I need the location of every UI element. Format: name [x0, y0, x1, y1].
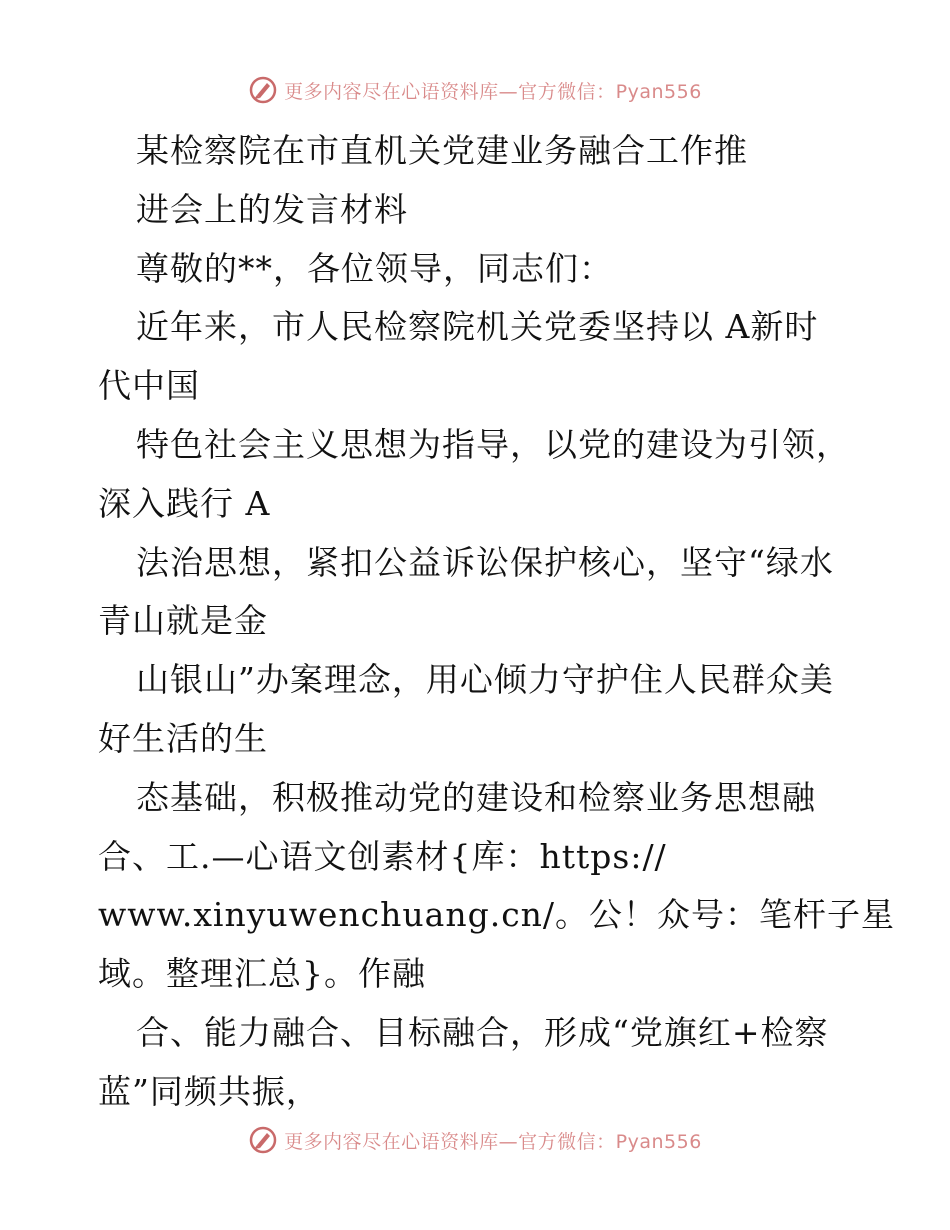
text-line: 青山就是金	[98, 601, 268, 641]
pen-logo-icon	[248, 1125, 278, 1155]
text-line: 代中国	[98, 366, 200, 406]
text-line: 近年来，市人民检察院机关党委坚持以 A新时	[136, 307, 819, 347]
footer-watermark	[0, 1120, 950, 1160]
text-line: 山银山”办案理念，用心倾力守护住人民群众美	[136, 660, 834, 700]
text-line: 好生活的生	[98, 718, 268, 758]
text-line: 进会上的发言材料	[136, 189, 408, 229]
text-line: 合、工.—心语文创素材{库：https://	[98, 836, 667, 876]
text-line: 特色社会主义思想为指导，以党的建设为引领，	[136, 424, 850, 464]
watermark-text: 更多内容尽在心语资料库—官方微信：Pyan556	[284, 1130, 702, 1153]
text-line: 合、能力融合、目标融合，形成“党旗红+检察	[136, 1012, 829, 1052]
watermark-text: 更多内容尽在心语资料库—官方微信：Pyan556	[284, 80, 702, 103]
text-line: 蓝”同频共振，	[98, 1071, 320, 1111]
text-line: 深入践行 A	[98, 483, 271, 523]
text-line: 态基础，积极推动党的建设和检察业务思想融	[136, 777, 816, 817]
text-line: 某检察院在市直机关党建业务融合工作推	[136, 131, 748, 170]
header-watermark	[0, 70, 950, 110]
document-body	[98, 122, 896, 1122]
text-line: 域。整理汇总}。作融	[98, 954, 426, 994]
pen-logo-icon	[248, 75, 278, 105]
text-line: www.xinyuwenchuang.cn/。公！众号：笔杆子星	[98, 895, 896, 935]
text-line: 尊敬的**，各位领导，同志们：	[136, 248, 613, 288]
text-line: 法治思想，紧扣公益诉讼保护核心，坚守“绿水	[136, 542, 834, 582]
